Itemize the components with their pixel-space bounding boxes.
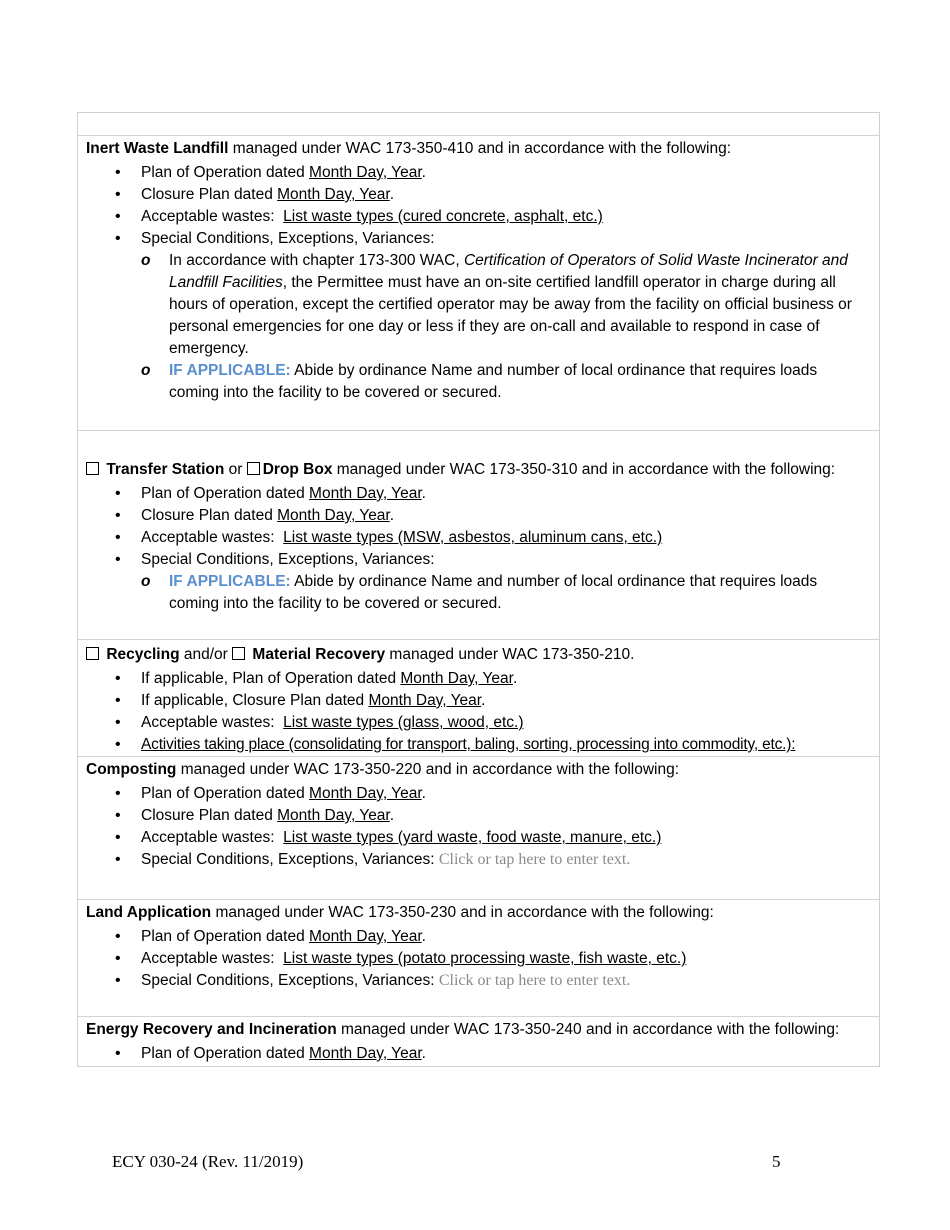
permit-conditions-table xyxy=(77,112,880,1067)
wastes-label: Acceptable wastes: xyxy=(141,529,284,546)
list-item xyxy=(86,827,871,849)
sub2-text: Abide by ordinance Name and number of local ordinance that requires loads coming into the facility to be covered or secured. xyxy=(169,362,818,401)
wastes-field[interactable]: List waste types (potato processing waste, fish waste, etc.) xyxy=(283,950,687,967)
transfer-station-checkbox[interactable] xyxy=(86,462,99,475)
transfer-list xyxy=(86,483,871,615)
list-item: • Plan of Operation dated Month Day, Year. xyxy=(86,1043,871,1065)
special-label: Special Conditions, Exceptions, Variances: xyxy=(141,851,439,868)
list-item xyxy=(86,206,871,228)
table-header-row xyxy=(78,113,879,135)
plan-label: Plan of Operation dated xyxy=(141,164,310,181)
closure-date-field[interactable]: Month Day, Year xyxy=(277,807,390,824)
list-item: • Plan of Operation dated Month Day, Year. xyxy=(86,783,871,805)
special-conditions-input[interactable]: Click or tap here to enter text. xyxy=(438,972,631,989)
plan-date-field[interactable]: Month Day, Year xyxy=(400,670,513,687)
list-item: • Plan of Operation dated Month Day, Year. xyxy=(86,483,871,505)
drop-box-checkbox[interactable] xyxy=(247,462,260,475)
sub-list-item xyxy=(141,571,871,615)
list-item xyxy=(86,849,871,871)
land-list xyxy=(86,926,871,992)
energy-title: Energy Recovery and Incineration xyxy=(86,1021,337,1038)
energy-recovery-section xyxy=(78,1016,879,1066)
if-applicable-label: IF APPLICABLE: xyxy=(169,573,291,590)
list-item xyxy=(86,712,871,734)
recycling-section xyxy=(78,639,879,756)
inert-heading xyxy=(86,138,871,160)
composting-heading xyxy=(86,759,871,781)
form-id: ECY 030-24 (Rev. 11/2019) xyxy=(112,1152,304,1171)
energy-heading xyxy=(86,1019,871,1041)
list-item xyxy=(86,734,871,756)
list-item: • If applicable, Closure Plan dated Month Day, Year. xyxy=(86,690,871,712)
land-title: Land Application xyxy=(86,904,212,921)
plan-label: Plan of Operation dated xyxy=(141,928,310,945)
sub1-pre: In accordance with chapter 173-300 WAC, xyxy=(169,252,464,269)
andor-text: and/or xyxy=(179,646,233,663)
composting-list xyxy=(86,783,871,871)
closure-label: Closure Plan dated xyxy=(141,807,278,824)
special-label: Special Conditions, Exceptions, Variances: xyxy=(141,551,435,568)
wastes-label: Acceptable wastes: xyxy=(141,714,284,731)
closure-label: Closure Plan dated xyxy=(141,507,278,524)
inert-waste-landfill-section xyxy=(78,135,879,430)
composting-intro: managed under WAC 173-350-220 and in accordance with the following: xyxy=(176,761,680,778)
plan-label: Plan of Operation dated xyxy=(141,485,310,502)
closure-date-field[interactable]: Month Day, Year xyxy=(277,186,390,203)
recycling-intro: managed under WAC 173-350-210. xyxy=(385,646,635,663)
list-item xyxy=(86,228,871,404)
inert-title: Inert Waste Landfill xyxy=(86,140,229,157)
plan-label: Plan of Operation dated xyxy=(141,1045,310,1062)
page-number: 5 xyxy=(772,1152,781,1171)
plan-date-field[interactable]: Month Day, Year xyxy=(309,785,422,802)
transfer-sublist xyxy=(141,571,871,615)
special-conditions-input[interactable]: Click or tap here to enter text. xyxy=(438,851,631,868)
wastes-label: Acceptable wastes: xyxy=(141,208,284,225)
list-item xyxy=(86,970,871,992)
list-item: • Plan of Operation dated Month Day, Year. xyxy=(86,162,871,184)
recycling-checkbox[interactable] xyxy=(86,647,99,660)
list-item xyxy=(86,527,871,549)
land-intro: managed under WAC 173-350-230 and in accordance with the following: xyxy=(211,904,714,921)
wastes-field[interactable]: List waste types (MSW, asbestos, aluminum cans, etc.) xyxy=(283,529,663,546)
energy-list xyxy=(86,1043,871,1065)
wastes-field[interactable]: List waste types (cured concrete, asphalt, etc.) xyxy=(283,208,603,225)
or-text: or xyxy=(224,461,247,478)
recycling-list xyxy=(86,668,871,756)
special-label: Special Conditions, Exceptions, Variances: xyxy=(141,972,439,989)
wastes-field[interactable]: List waste types (yard waste, food waste, manure, etc.) xyxy=(283,829,662,846)
closure-date-field[interactable]: Month Day, Year xyxy=(277,507,390,524)
inert-intro: managed under WAC 173-350-410 and in accordance with the following: xyxy=(228,140,732,157)
closure-label: Closure Plan dated xyxy=(141,186,278,203)
list-item: • Plan of Operation dated Month Day, Year. xyxy=(86,926,871,948)
plan-date-field[interactable]: Month Day, Year xyxy=(309,485,422,502)
transfer-station-section xyxy=(78,430,879,639)
list-item: • Closure Plan dated Month Day, Year. xyxy=(86,505,871,527)
wastes-label: Acceptable wastes: xyxy=(141,950,284,967)
list-item xyxy=(86,948,871,970)
activities-field[interactable]: Activities taking place (consolidating for transport, baling, sorting, processing into commodity, etc.): xyxy=(141,736,796,753)
wastes-label: Acceptable wastes: xyxy=(141,829,284,846)
wastes-field[interactable]: List waste types (glass, wood, etc.) xyxy=(283,714,524,731)
closure-date-field[interactable]: Month Day, Year xyxy=(368,692,482,709)
list-item: • If applicable, Plan of Operation dated Month Day, Year. xyxy=(86,668,871,690)
composting-title: Composting xyxy=(86,761,177,778)
energy-intro: managed under WAC 173-350-240 and in accordance with the following: xyxy=(336,1021,840,1038)
drop-box-title: Drop Box xyxy=(262,461,333,478)
transfer-title: Transfer Station xyxy=(106,461,225,478)
inert-sublist xyxy=(141,250,871,404)
sub-list-item xyxy=(141,250,871,360)
sub1-post: , the Permittee must have an on-site certified landfill operator in charge during all hours of operation, except the certified operator may be away from the facility on official business or personal emergencies for one day or less if they are on-call and available to respond in case of emergency. xyxy=(169,274,852,357)
plan-label: Plan of Operation dated xyxy=(141,785,310,802)
if-applicable-label: IF APPLICABLE: xyxy=(169,362,291,379)
plan-date-field[interactable]: Month Day, Year xyxy=(309,1045,422,1062)
closure-label: If applicable, Closure Plan dated xyxy=(141,692,369,709)
composting-section xyxy=(78,756,879,899)
transfer-intro: managed under WAC 173-350-310 and in accordance with the following: xyxy=(332,461,836,478)
list-item xyxy=(86,549,871,615)
list-item: • Closure Plan dated Month Day, Year. xyxy=(86,184,871,206)
plan-label: If applicable, Plan of Operation dated xyxy=(141,670,401,687)
inert-list xyxy=(86,162,871,404)
sub-list-item xyxy=(141,360,871,404)
plan-date-field[interactable]: Month Day, Year xyxy=(309,164,422,181)
transfer-heading xyxy=(86,459,871,481)
land-heading xyxy=(86,902,871,924)
special-label: Special Conditions, Exceptions, Variances: xyxy=(141,230,435,247)
recycling-title: Recycling xyxy=(106,646,180,663)
material-recovery-checkbox[interactable] xyxy=(232,647,245,660)
list-item: • Closure Plan dated Month Day, Year. xyxy=(86,805,871,827)
plan-date-field[interactable]: Month Day, Year xyxy=(309,928,422,945)
sub-text: Abide by ordinance Name and number of local ordinance that requires loads coming into the facility to be covered or secured. xyxy=(169,573,818,612)
sub1-italic: Certification of Operators of Solid Waste Incinerator and Landfill Facilities xyxy=(169,252,848,291)
recycling-heading xyxy=(86,644,871,666)
material-recovery-title: Material Recovery xyxy=(252,646,386,663)
land-application-section xyxy=(78,899,879,1016)
